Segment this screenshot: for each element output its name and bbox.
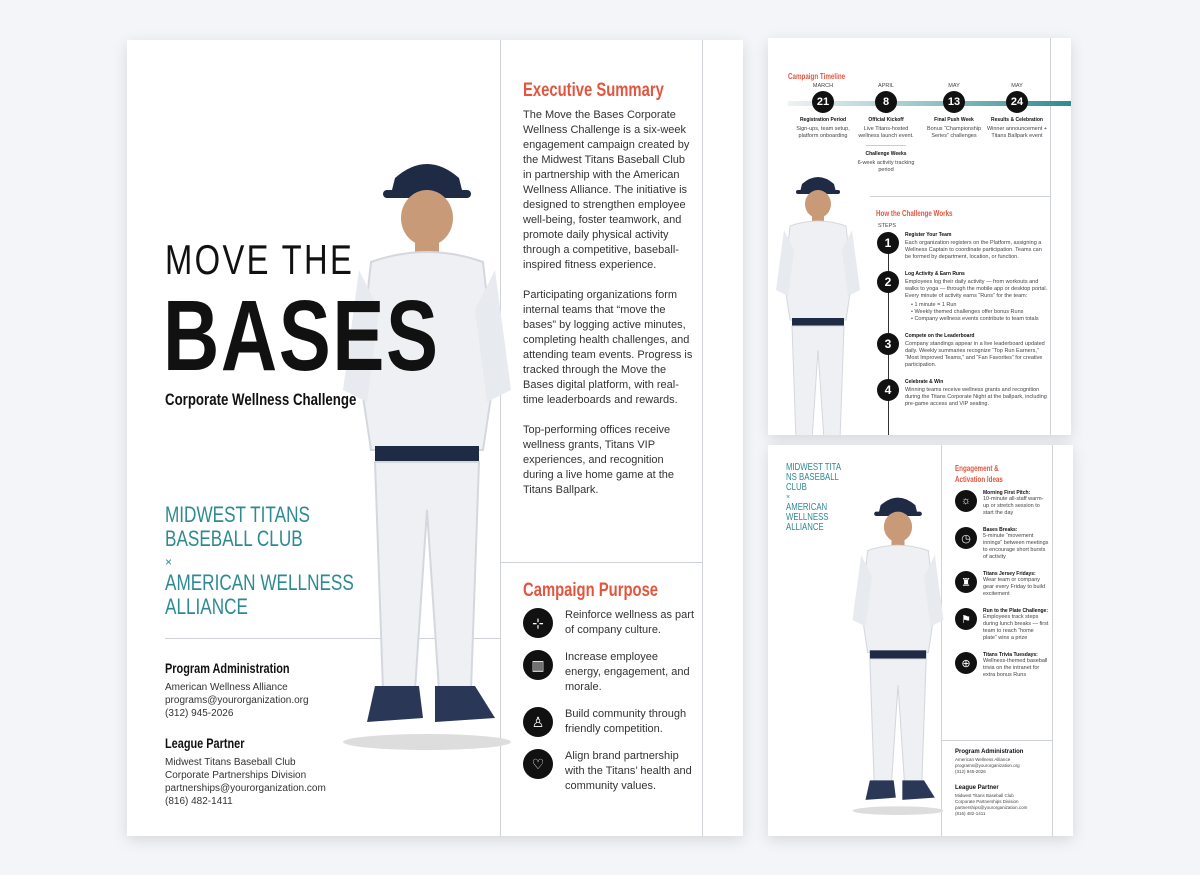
idea-title: Run to the Plate Challenge: <box>983 608 1049 614</box>
partner-1-line: MIDWEST TITA <box>786 462 842 473</box>
section-divider <box>941 740 1052 741</box>
step-desc: Winning teams receive wellness grants and recognition during the Titans Corporate Night at the ballpark, including pre-game access and VIP seating. <box>905 387 1047 407</box>
summary-paragraph: The Move the Bases Corporate Wellness Challenge is a six-week engagement campaign created by the Midwest Titans Baseball Club in partnership with the American Wellness Alliance. The initiative is designed to strengthen employee well-being, foster teamwork, and promote daily physical activity through a competitive, baseball-inspired fitness experience. <box>523 109 690 271</box>
margin-line <box>1050 38 1051 435</box>
partner-2-line-1: AMERICAN WELLNESS <box>165 570 354 595</box>
partner-1-line: CLUB <box>786 482 807 493</box>
partner-1-line-1: MIDWEST TITANS <box>165 502 310 527</box>
idea-desc: 10-minute all-staff warm-up or stretch session to start the day <box>983 496 1044 516</box>
step-title: Compete on the Leaderboard <box>905 333 975 339</box>
brochure-page-activation <box>768 445 1073 836</box>
admin-heading: Program Administration <box>955 749 1024 755</box>
purpose-item: Build community through friendly competition. <box>565 708 687 735</box>
partner-1-line-2: BASEBALL CLUB <box>165 526 303 551</box>
idea-desc: 5-minute “movement innings” between meetings to encourage short bursts of activity <box>983 533 1049 560</box>
chart-icon: ▥ <box>523 650 553 680</box>
timeline-day: 24 <box>1006 91 1028 113</box>
brochure-page-timeline <box>768 38 1071 435</box>
sun-icon: ☼ <box>955 490 977 512</box>
admin-heading: Program Administration <box>165 660 290 676</box>
idea-title: Bases Breaks: <box>983 527 1018 533</box>
timeline-desc: Bonus “Championship Series” challenges <box>926 126 982 139</box>
timeline-month: MARCH <box>812 83 834 89</box>
clock-icon: ◷ <box>955 527 977 549</box>
cross-mark: × <box>786 494 791 501</box>
brochure-page-cover <box>127 40 743 836</box>
league-division: Corporate Partnerships Division <box>165 770 307 781</box>
summary-paragraph: Participating organizations form internal teams that “move the bases” by logging active minutes, completing health challenges, and attending team events. Progress is tracked through the Move the Bases digital platform, with real-time leaderboards and rewards. <box>523 289 693 406</box>
ideas-heading-line-2: Activation Ideas <box>955 475 1003 484</box>
idea-desc: Wellness-themed baseball trivia on the intranet for extra bonus Runs <box>983 658 1048 678</box>
timeline-title: Official Kickoff <box>868 117 904 123</box>
admin-email[interactable]: programs@yourorganization.org <box>955 763 1020 768</box>
timeline-month: MAY <box>948 83 960 89</box>
challenge-weeks-desc: 6-week activity tracking period <box>857 160 915 173</box>
admin-org: American Wellness Alliance <box>955 757 1011 762</box>
campaign-purpose-heading: Campaign Purpose <box>523 580 659 601</box>
idea-desc: Employees track steps during lunch breaks — first team to reach “home plate” wins a prize <box>983 614 1049 641</box>
partner-2-line: WELLNESS <box>786 512 829 523</box>
how-it-works-heading: How the Challenge Works <box>876 209 953 218</box>
timeline-month: MAY <box>1011 83 1023 89</box>
steps-label: STEPS <box>878 223 897 229</box>
ideas-heading-line-1: Engagement & <box>955 464 999 473</box>
network-icon: ⊹ <box>523 608 553 638</box>
cross-mark: × <box>165 555 173 569</box>
league-phone: (816) 482-1411 <box>955 811 986 816</box>
league-division: Corporate Partnerships Division <box>955 799 1019 804</box>
step-title: Log Activity & Earn Runs <box>905 271 965 277</box>
league-org: Midwest Titans Baseball Club <box>165 757 296 768</box>
admin-phone: (312) 945-2026 <box>955 769 986 774</box>
step-number: 1 <box>877 232 899 254</box>
step-bullet: • Company wellness events contribute to team totals <box>911 316 1039 322</box>
step-desc: Company standings appear in a live leaderboard updated daily. Weekly summaries recognize “Top Run Earners,” “Most Improved Teams,” and “Fan Favorites” for creative participation. <box>905 341 1045 368</box>
pitcher-photo <box>768 170 868 435</box>
partner-2-line: ALLIANCE <box>786 522 824 533</box>
step-bullet: • Weekly themed challenges offer bonus Runs <box>911 309 1024 315</box>
margin-line <box>1052 445 1053 836</box>
subtitle: Corporate Wellness Challenge <box>165 390 357 409</box>
admin-email[interactable]: programs@yourorganization.org <box>165 695 309 706</box>
idea-title: Morning First Pitch: <box>983 490 1031 496</box>
timeline-desc: Winner announcement + Titans Ballpark event <box>986 126 1048 139</box>
purpose-item: Increase employee energy, engagement, and morale. <box>565 651 690 693</box>
runner-icon: ⚑ <box>955 608 977 630</box>
admin-org: American Wellness Alliance <box>165 682 288 693</box>
timeline-desc: Sign-ups, team setup, platform onboarding <box>796 126 850 139</box>
timeline-title: Registration Period <box>799 117 847 123</box>
summary-paragraph: Top-performing offices receive wellness grants, Titans VIP experiences, and recognition during a live home game at the Titans Ballpark. <box>523 424 675 496</box>
jersey-icon: ♜ <box>955 571 977 593</box>
idea-title: Titans Trivia Tuesdays: <box>983 652 1038 658</box>
step-number: 2 <box>877 271 899 293</box>
idea-title: Titans Jersey Fridays: <box>983 571 1036 577</box>
timeline-day: 8 <box>875 91 897 113</box>
league-email[interactable]: partnerships@yourorganization.com <box>955 805 1028 810</box>
step-desc: Each organization registers on the Platform, assigning a Wellness Captain to coordinate participation. Teams can be formed by department, location, or function. <box>905 240 1042 260</box>
timeline-desc: Live Titans-hosted wellness launch event. <box>858 126 914 139</box>
step-number: 4 <box>877 379 899 401</box>
league-heading: League Partner <box>165 735 245 751</box>
partner-1-line: NS BASEBALL <box>786 472 839 483</box>
timeline-day: 13 <box>943 91 965 113</box>
step-number: 3 <box>877 333 899 355</box>
column-divider <box>702 40 703 836</box>
title-line-2: BASES <box>163 280 440 392</box>
idea-desc: Wear team or company gear every Friday to build excitement <box>983 577 1046 597</box>
player-arms-crossed-photo <box>843 490 953 815</box>
timeline-day: 21 <box>812 91 834 113</box>
handshake-icon: ♡ <box>523 749 553 779</box>
challenge-weeks-title: Challenge Weeks <box>865 151 907 157</box>
step-desc: Employees log their daily activity — from workouts and walks to yoga — through the mobile app or desktop portal. Every minute of activity earns “Runs” for the team: <box>905 279 1048 299</box>
baseball-icon: ⊕ <box>955 652 977 674</box>
step-bullet: • 1 minute = 1 Run <box>911 302 957 308</box>
title-line-1: MOVE THE <box>165 236 355 283</box>
partner-2-line: AMERICAN <box>786 502 828 513</box>
purpose-item: Align brand partnership with the Titans’ health and community values. <box>565 750 692 792</box>
section-divider <box>870 196 1050 197</box>
executive-summary-heading: Executive Summary <box>523 80 664 101</box>
timeline-month: APRIL <box>878 83 894 89</box>
league-org: Midwest Titans Baseball Club <box>955 793 1014 798</box>
league-phone: (816) 482-1411 <box>165 796 233 807</box>
section-divider <box>500 562 702 563</box>
timeline-title: Final Push Week <box>934 117 974 123</box>
purpose-item: Reinforce wellness as part of company culture. <box>565 609 695 636</box>
timeline-heading: Campaign Timeline <box>788 72 846 81</box>
timeline-title: Results & Celebration <box>991 117 1043 123</box>
league-email[interactable]: partnerships@yourorganization.com <box>165 783 326 794</box>
partner-2-line-2: ALLIANCE <box>165 594 248 619</box>
admin-phone: (312) 945-2026 <box>165 708 234 719</box>
step-title: Register Your Team <box>905 232 952 238</box>
person-icon: ♙ <box>523 707 553 737</box>
step-title: Celebrate & Win <box>905 379 944 385</box>
league-heading: League Partner <box>955 785 999 791</box>
